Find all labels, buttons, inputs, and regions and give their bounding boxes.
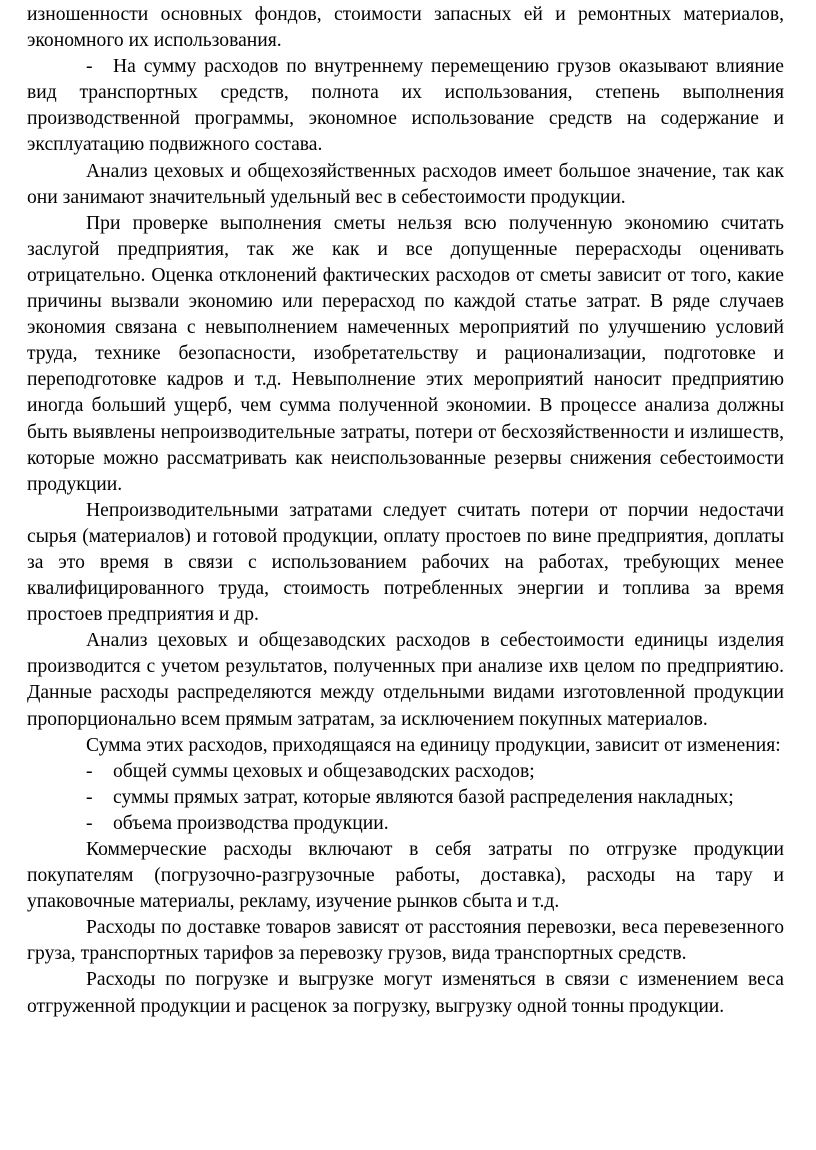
paragraph: Анализ цеховых и общезаводских расходов в себестоимости единицы изделия производится с учетом результатов, полученных при анализе ихв целом по предприятию. Данные расходы распределяются между отдельными видами изготовленной продукции пропорционально всем прямым затратам, за исключением покупных материалов. xyxy=(27,630,784,730)
paragraph: При проверке выполнения сметы нельзя всю полученную экономию считать заслугой предприятия, так же как и все допущенные перерасходы оценивать отрицательно. Оценка отклонений фактических расходов от сметы зависит от того, какие причины вызвали экономию или перерасход по каждой статье затрат. В ряде случаев экономия связана с невыполнением намеченных мероприятий по улучшению условий труда, технике безопасности, изобретательству и рационализации, подготовке и переподготовке кадров и т.д. Невыполнение этих мероприятий наносит предприятию иногда больший ущерб, чем сумма полученной экономии. В процессе анализа должны быть выявлены непроизводительные затраты, потери от бесхозяйственности и излишеств, которые можно рассматривать как неиспользованные резервы снижения себестоимости продукции. xyxy=(27,212,784,495)
paragraph: Расходы по погрузке и выгрузке могут изменяться в связи с изменением веса отгруженной продукции и расценок за погрузку, выгрузку одной тонны продукции. xyxy=(27,969,784,1017)
bullet-text: общей суммы цеховых и общезаводских расходов; xyxy=(113,760,535,782)
bullet-dash: - xyxy=(86,56,93,78)
document-page xyxy=(27,2,784,1020)
paragraph: Коммерческие расходы включают в себя затраты по отгрузке продукции покупателям (погрузочно-разгрузочные работы, доставка), расходы на тару и упаковочные материалы, рекламу, изучение рынков сбыта и т.д. xyxy=(27,839,784,913)
bullet-dash: - xyxy=(86,812,93,834)
paragraph: Непроизводительными затратами следует считать потери от порчии недостачи сырья (материалов) и готовой продукции, оплату простоев по вине предприятия, доплаты за это время в связи с использованием рабочих на работах, требующих менее квалифицированного труда, стоимость потребленных энергии и топлива за время простоев предприятия и др. xyxy=(27,499,784,626)
bullet-item xyxy=(27,811,784,837)
paragraph-continuation: изношенности основных фондов, стоимости запасных ей и ремонтных материалов, экономного их использования. xyxy=(27,4,784,52)
bullet-dash: - xyxy=(86,760,93,782)
bullet-item xyxy=(27,785,784,811)
bullet-dash: - xyxy=(86,786,93,808)
bullet-text: На сумму расходов по внутреннему перемещению грузов оказывают влияние вид транспортных средств, полнота их использования, степень выполнения производственной программы, экономное использование средств на содержание и эксплуатацию подвижного состава. xyxy=(27,56,784,156)
paragraph: Сумма этих расходов, приходящаяся на единицу продукции, зависит от изменения: xyxy=(86,734,781,756)
bullet-text: суммы прямых затрат, которые являются базой распределения накладных; xyxy=(113,786,734,808)
bullet-item xyxy=(27,759,784,785)
bullet-item xyxy=(27,54,784,158)
paragraph: Расходы по доставке товаров зависят от расстояния перевозки, веса перевезенного груза, транспортных тарифов за перевозку грузов, вида транспортных средств. xyxy=(27,917,784,965)
bullet-text: объема производства продукции. xyxy=(113,812,389,834)
paragraph: Анализ цеховых и общехозяйственных расходов имеет большое значение, так как они занимают значительный удельный вес в себестоимости продукции. xyxy=(27,160,784,208)
